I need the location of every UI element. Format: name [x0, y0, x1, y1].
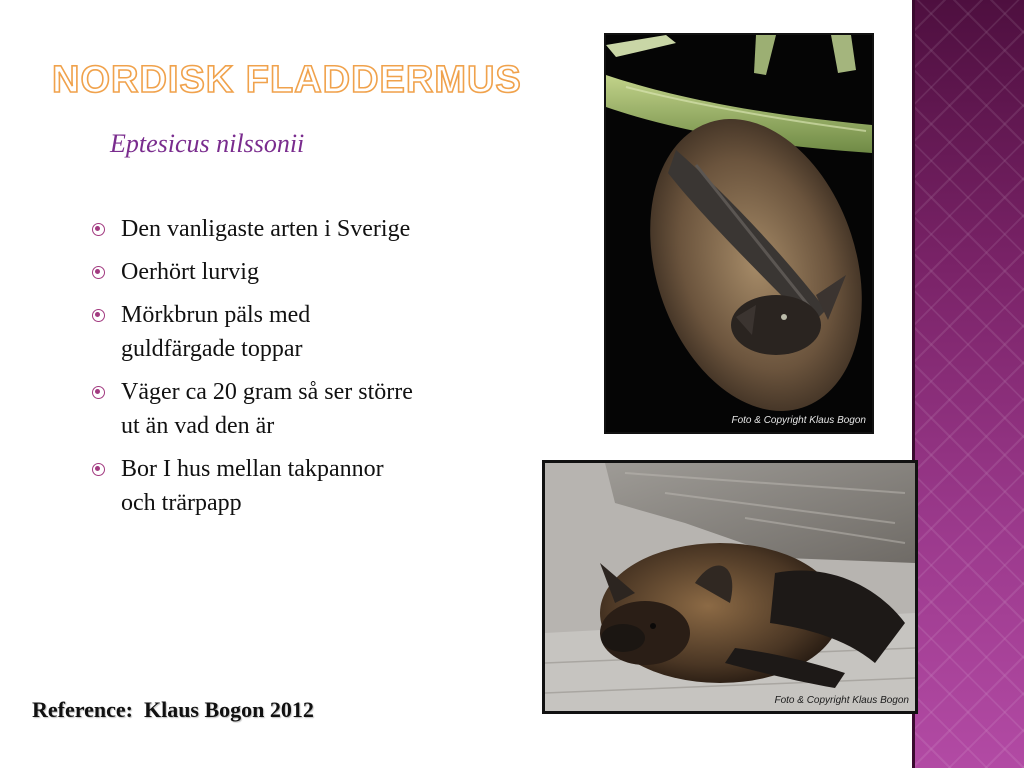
bullet-item: [90, 212, 420, 246]
photo-credit: Foto & Copyright Klaus Bogon: [731, 415, 866, 426]
species-name: Eptesicus nilssonii: [110, 129, 305, 158]
hanging-bat-illustration: [606, 35, 872, 432]
photo-credit: Foto & Copyright Klaus Bogon: [774, 695, 909, 706]
reference-note: Reference: Klaus Bogon 2012: [32, 697, 314, 722]
bullet-text: Mörkbrun päls med guldfärgade toppar: [121, 302, 311, 362]
decorative-sidebar: [912, 0, 1024, 768]
slide-title: NORDISK FLADDERMUS: [52, 59, 522, 101]
bullet-item: [90, 298, 420, 366]
bullet-item: [90, 375, 420, 443]
sidebar-pattern: [912, 0, 1024, 768]
bullet-text: Den vanligaste arten i Sverige: [121, 216, 411, 242]
circled-dot-bullet-icon: [92, 386, 105, 399]
bullet-item: [90, 255, 420, 289]
bullet-text: Väger ca 20 gram så ser större ut än vad den är: [121, 379, 413, 439]
circled-dot-bullet-icon: [92, 223, 105, 236]
circled-dot-bullet-icon: [92, 266, 105, 279]
bat-photo-hanging: [604, 33, 874, 434]
bat-photo-roosting: [542, 460, 918, 714]
roosting-bat-illustration: [545, 463, 915, 711]
circled-dot-bullet-icon: [92, 463, 105, 476]
bullet-text: Oerhört lurvig: [121, 259, 259, 285]
bullet-item: [90, 452, 420, 520]
bullet-text: Bor I hus mellan takpannor och trärpapp: [121, 456, 384, 516]
bullet-list: [90, 212, 420, 529]
circled-dot-bullet-icon: [92, 309, 105, 322]
